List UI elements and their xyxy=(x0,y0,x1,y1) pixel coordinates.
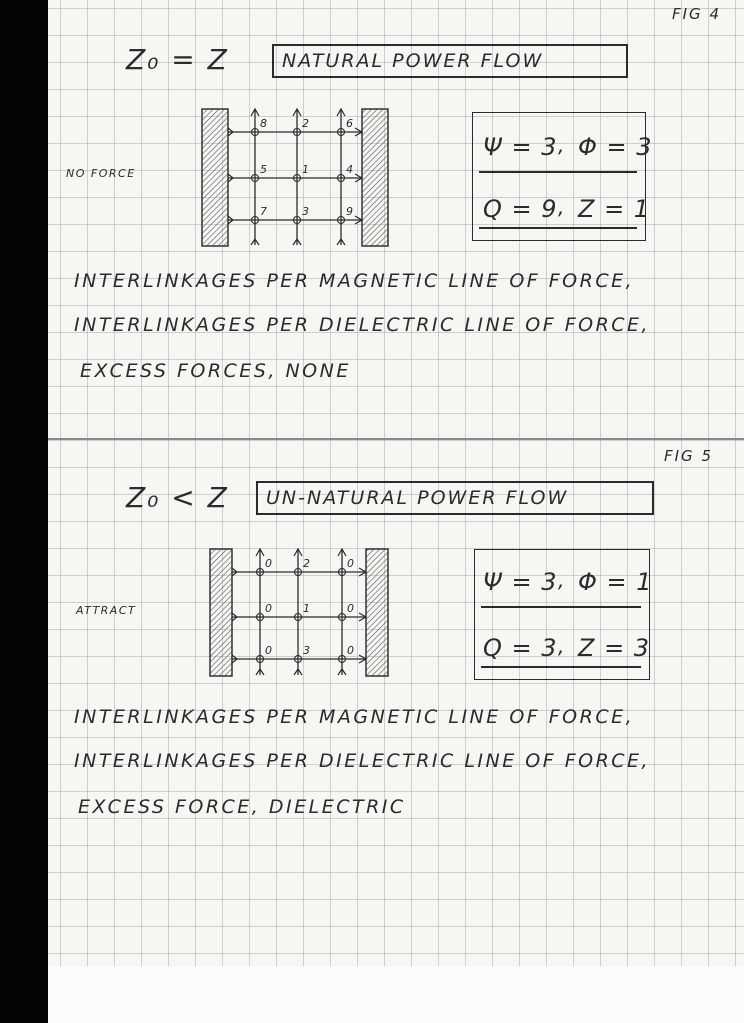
fig5-psi-value: Ψ = 3 xyxy=(483,568,558,596)
fig4-node-number-7: 7 xyxy=(260,205,267,218)
fig5-node-number-7: 0 xyxy=(265,644,272,657)
fig5-left-plate xyxy=(210,549,232,676)
fig5-right-plate xyxy=(366,549,388,676)
fig4-title-box xyxy=(272,44,628,78)
fig5-side-label: ATTRACT xyxy=(76,604,137,617)
fig5-line-diagram xyxy=(208,545,390,680)
fig5-underline-bottom xyxy=(481,666,641,668)
fig4-line-diagram xyxy=(200,105,390,250)
fig5-node-number-8: 3 xyxy=(303,644,310,657)
fig5-q-value: Q = 3 xyxy=(483,634,558,662)
fig4-right-plate xyxy=(362,109,388,246)
scanner-background xyxy=(48,966,744,1023)
fig4-psi-value: Ψ = 3 xyxy=(483,133,558,161)
page-binding-edge xyxy=(0,0,48,1023)
fig5-phi-value: Φ = 1 xyxy=(578,568,653,596)
fig4-comma: , xyxy=(558,133,566,157)
fig5-node-number-3: 0 xyxy=(347,557,354,570)
fig4-node-number-3: 6 xyxy=(346,117,353,130)
fig5-impedance-equation: Z₀ < Z xyxy=(126,481,229,514)
fig5-line-2: INTERLINKAGES PER DIELECTRIC LINE OF FORCE, xyxy=(74,750,651,772)
fig5-node-number-5: 1 xyxy=(303,602,310,615)
fig4-node-number-2: 2 xyxy=(302,117,309,130)
fig4-node-number-4: 5 xyxy=(260,163,267,176)
fig5-underline-top xyxy=(481,606,641,608)
fig5-comma-2: , xyxy=(558,634,566,658)
section-divider xyxy=(48,438,744,440)
fig5-title: UN-NATURAL POWER FLOW xyxy=(266,487,569,509)
fig4-q-value: Q = 9 xyxy=(483,195,558,223)
fig5-node-number-1: 0 xyxy=(265,557,272,570)
fig4-underline-bottom xyxy=(479,227,637,229)
fig5-line-3: EXCESS FORCE, DIELECTRIC xyxy=(78,796,406,818)
fig4-comma-2: , xyxy=(558,195,566,219)
fig4-node-number-8: 3 xyxy=(302,205,309,218)
fig4-side-label: NO FORCE xyxy=(66,167,136,180)
fig4-line-3: EXCESS FORCES, NONE xyxy=(80,360,351,382)
fig5-z-value: Z = 3 xyxy=(578,634,651,662)
fig4-node-number-9: 9 xyxy=(346,205,353,218)
fig4-values-box xyxy=(472,112,653,241)
fig5-node-number-4: 0 xyxy=(265,602,272,615)
fig4-underline-top xyxy=(479,171,637,173)
fig4-node-number-1: 8 xyxy=(260,117,267,130)
fig5-line-1: INTERLINKAGES PER MAGNETIC LINE OF FORCE, xyxy=(74,706,635,728)
fig4-phi-value: Φ = 3 xyxy=(578,133,653,161)
fig5-label: FIG 5 xyxy=(664,447,713,465)
fig5-comma: , xyxy=(558,568,566,592)
fig4-impedance-equation: Z₀ = Z xyxy=(126,43,229,76)
fig4-line-1: INTERLINKAGES PER MAGNETIC LINE OF FORCE, xyxy=(74,270,635,292)
fig4-line-2: INTERLINKAGES PER DIELECTRIC LINE OF FORCE, xyxy=(74,314,651,336)
fig4-node-number-5: 1 xyxy=(302,163,309,176)
fig5-title-box xyxy=(256,481,654,515)
fig5-node-number-6: 0 xyxy=(347,602,354,615)
fig4-label: FIG 4 xyxy=(672,5,721,23)
fig5-node-number-9: 0 xyxy=(347,644,354,657)
fig4-title: NATURAL POWER FLOW xyxy=(282,50,544,72)
fig5-node-number-2: 2 xyxy=(303,557,310,570)
fig4-node-number-6: 4 xyxy=(346,163,353,176)
fig4-left-plate xyxy=(202,109,228,246)
fig4-z-value: Z = 1 xyxy=(578,195,651,223)
fig5-values-box xyxy=(474,549,653,680)
